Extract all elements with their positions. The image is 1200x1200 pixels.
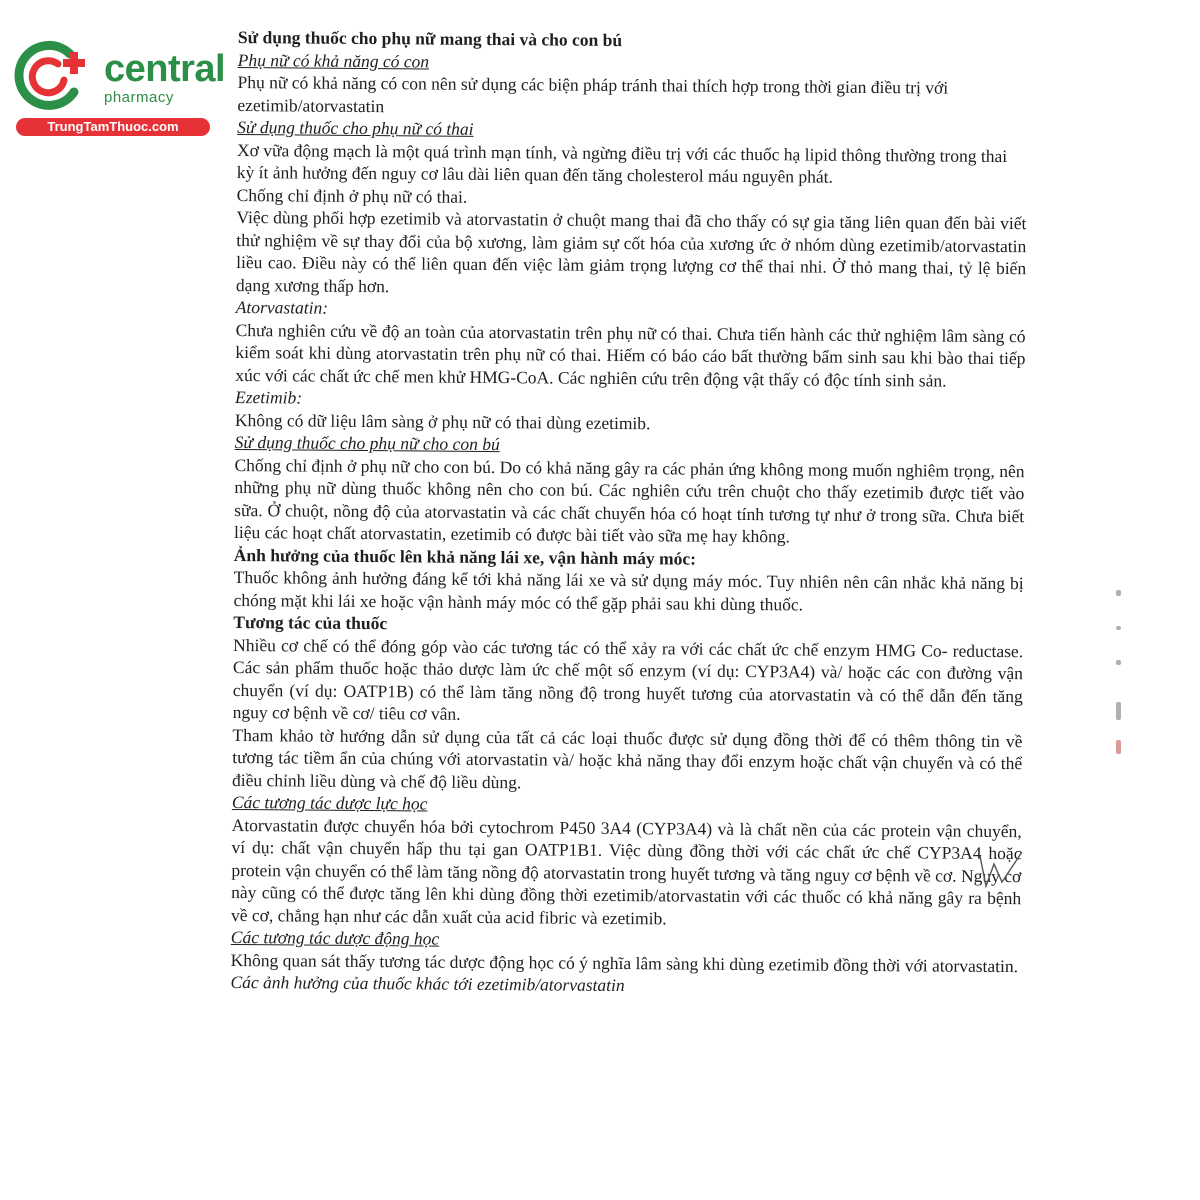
- paragraph-driving: Thuốc không ảnh hưởng đáng kể tới khả năng lái xe và sử dụng máy móc. Tuy nhiên nên cân nhắc khả năng bị chóng mặt khi lái xe hoặc vận hành máy móc có thể gặp phải sau khi dùng thuốc.: [233, 566, 1024, 614]
- central-pharmacy-logo: [12, 38, 226, 138]
- paragraph-interactions-2: Tham khảo tờ hướng dẫn sử dụng của tất cả các loại thuốc được sử dụng đồng thời để có thêm thông tin về tương tác tiềm ẩn của chúng với atorvastatin và/ hoặc khả năng thay đổi enzym hoặc chất vận chuyển và có thể điều chỉnh liều dùng và chế độ liều dùng.: [232, 724, 1023, 792]
- subheading-pregnant: Sử dụng thuốc cho phụ nữ có thai: [237, 116, 474, 139]
- label-other-drug-effects: Các ảnh hưởng của thuốc khác tới ezetimib/atorvastatin: [230, 971, 625, 996]
- paragraph-pharmacokinetic: Không quan sát thấy tương tác dược động học có ý nghĩa lâm sàng khi dùng ezetimib đồng thời với atorvastatin.: [230, 949, 1019, 976]
- paragraph-pregnant-2: Chống chỉ định ở phụ nữ có thai.: [236, 184, 468, 207]
- paragraph-interactions-1: Nhiều cơ chế có thể đóng góp vào các tương tác có thể xảy ra với các chất ức chế enzym HMG Co- reductase. Các sản phẩm thuốc hoặc thảo dược làm ức chế một số enzym (ví dụ: CYP3A4) và/ hoặc các con đường vận chuyển (ví dụ: OATP1B) có thể làm tăng nồng độ trong huyết tương của atorvastatin và có thể dẫn đến tăng nguy cơ bệnh về cơ/ tiêu cơ vân.: [232, 634, 1024, 724]
- subheading-pharmacodynamic: Các tương tác dược lực học: [231, 791, 428, 814]
- subheading-pharmacokinetic: Các tương tác dược động học: [230, 926, 440, 949]
- subheading-breastfeeding: Sử dụng thuốc cho phụ nữ cho con bú: [234, 431, 500, 455]
- subheading-childbearing: Phụ nữ có khả năng có con: [237, 49, 430, 72]
- paragraph-atorvastatin: Chưa nghiên cứu về độ an toàn của atorvastatin trên phụ nữ có thai. Chưa tiến hành các thử nghiệm lâm sàng có kiểm soát khi dùng atorvastatin trên phụ nữ có thai. Hiếm có báo cáo bất thường bẩm sinh sau khi bào thai tiếp xúc với các chất ức chế men khử HMG-CoA. Các nghiên cứu trên động vật thấy có độc tính sinh sản.: [235, 319, 1026, 391]
- pharmacy-cross-logo-icon: [12, 40, 98, 116]
- heading-driving: Ảnh hưởng của thuốc lên khả năng lái xe, vận hành máy móc:: [233, 544, 697, 569]
- paragraph-breastfeeding: Chống chỉ định ở phụ nữ cho con bú. Do có khả năng gây ra các phản ứng không mong muốn nghiêm trọng, nên những phụ nữ dùng thuốc không nên cho con bú. Các nghiên cứu trên chuột cho thấy ezetimib được tiết vào sữa. Ở chuột, nồng độ của atorvastatin và các chất chuyển hóa có hoạt tính tương tự như ở trong sữa. Chưa biết liệu các hoạt chất atorvastatin, ezetimib có được bài tiết vào sữa mẹ hay không.: [233, 454, 1025, 547]
- paragraph-ezetimib: Không có dữ liệu lâm sàng ở phụ nữ có thai dùng ezetimib.: [234, 409, 651, 433]
- document-page: [230, 26, 1028, 1000]
- margin-stamp-marks: [1112, 590, 1132, 760]
- label-atorvastatin: Atorvastatin:: [235, 296, 329, 318]
- heading-interactions: Tương tác của thuốc: [233, 611, 388, 634]
- logo-brand: central: [104, 48, 226, 90]
- paragraph-childbearing: Phụ nữ có khả năng có con nên sử dụng các biện pháp tránh thai thích hợp trong thời gian điều trị với ezetimib/atorvastatin: [237, 71, 949, 116]
- logo-tagline: pharmacy: [104, 89, 174, 106]
- paragraph-pregnant-1: Xơ vữa động mạch là một quá trình mạn tính, và ngừng điều trị với các thuốc hạ lipid thông thường trong thai kỳ ít ảnh hưởng đến nguy cơ lâu dài liên quan đến tăng cholesterol máu nguyên phát.: [236, 139, 1008, 187]
- label-ezetimib: Ezetimib:: [235, 386, 303, 408]
- paragraph-pregnant-3: Việc dùng phối hợp ezetimib và atorvastatin ở chuột mang thai đã cho thấy có sự gia tăng liên quan đến bài viết thử nghiệm về sự thay đổi của bộ xương, làm giảm sự cốt hóa của xương ức ở nhóm dùng ezetimib/atorvastatin liều cao. Điều này có thể liên quan đến việc làm giảm trọng lượng cơ thể thai nhi. Ở thỏ mang thai, tỷ lệ biến dạng xương thấp hơn.: [235, 206, 1027, 296]
- paragraph-pharmacodynamic: Atorvastatin được chuyển hóa bởi cytochrom P450 3A4 (CYP3A4) và là chất nền của các protein vận chuyển, ví dụ: chất vận chuyển hấp thu tại gan OATP1B1. Việc dùng đồng thời với các chất ức chế CYP3A4 hoặc protein vận chuyển có thể làm tăng nồng độ atorvastatin trong huyết tương và tăng nguy cơ bệnh về cơ. Nguy cơ này cũng có thể được tăng lên khi dùng đồng thời ezetimib/atorvastatin với các thuốc có khả năng gây ra bệnh về cơ, chẳng hạn như các dẫn xuất của acid fibric và ezetimib.: [230, 814, 1022, 928]
- heading-pregnancy-breastfeeding: Sử dụng thuốc cho phụ nữ mang thai và cho con bú: [237, 26, 623, 51]
- logo-site-url: TrungTamThuoc.com: [16, 118, 210, 136]
- handwritten-initial-mark: [972, 846, 1032, 896]
